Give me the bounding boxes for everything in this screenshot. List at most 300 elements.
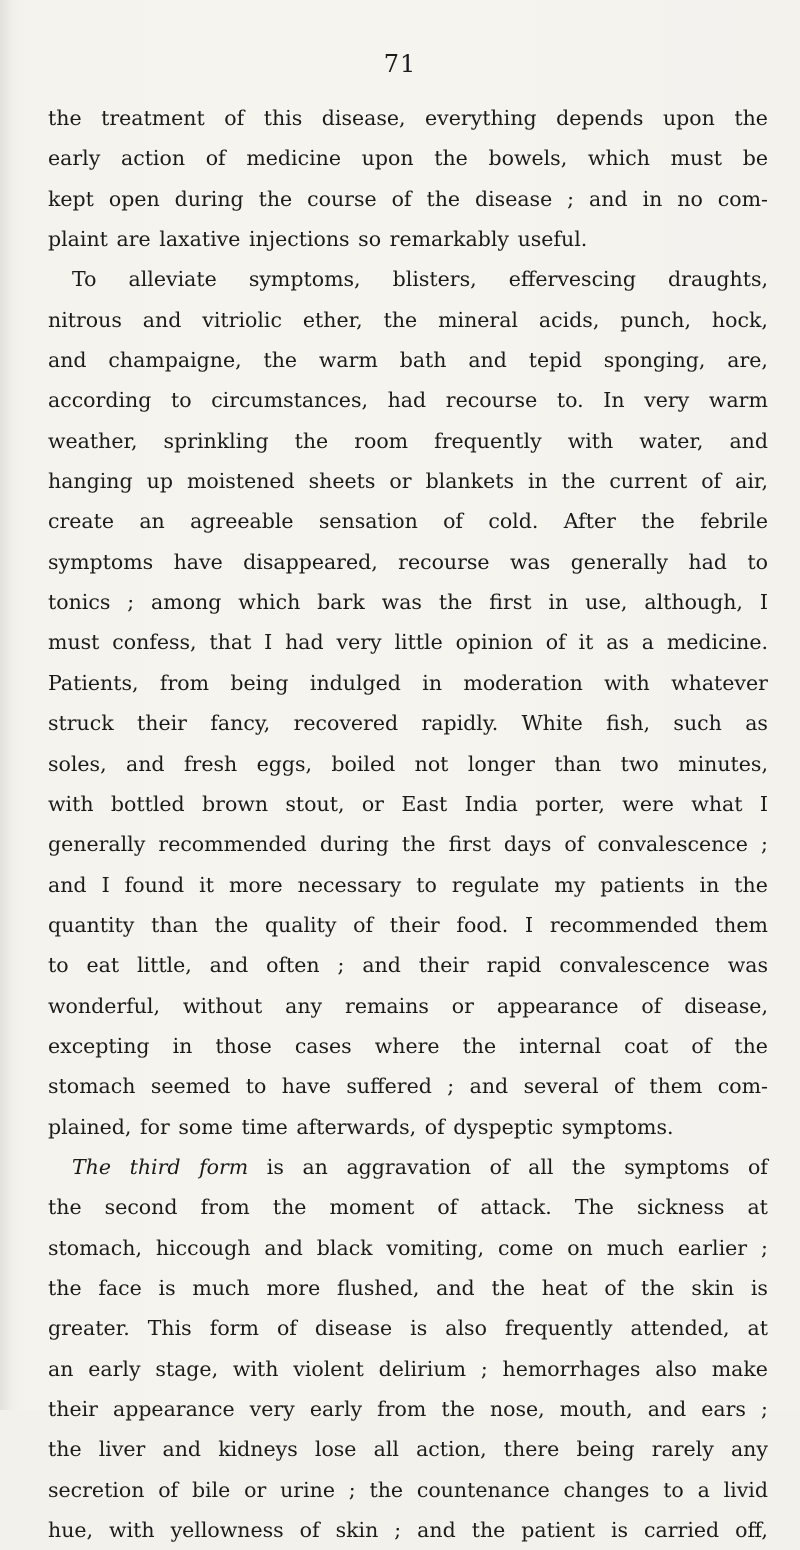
word: of (443, 509, 464, 534)
word: air, (735, 469, 768, 494)
word: rapidly. (421, 711, 499, 736)
text-line (48, 138, 768, 178)
word: to (416, 872, 437, 897)
word: several (523, 1074, 599, 1099)
word: of (604, 1275, 625, 1300)
text-line (48, 905, 768, 945)
word: and (647, 1397, 687, 1421)
word: of (158, 1477, 179, 1502)
word: After (563, 509, 616, 534)
word: so (358, 227, 382, 252)
word: kidneys (218, 1437, 298, 1462)
word: disease (314, 1316, 393, 1341)
word: is (410, 1316, 428, 1341)
word: ; (480, 1356, 488, 1381)
word: the (561, 469, 596, 494)
word: ; (127, 590, 135, 615)
word: appearance (112, 1397, 235, 1421)
word: generally (48, 832, 146, 857)
word: of (691, 1033, 712, 1058)
word: medicine. (666, 630, 768, 655)
word: with (232, 1356, 279, 1381)
word: bath (399, 348, 447, 373)
word: patients (600, 872, 685, 897)
text-line (48, 98, 768, 138)
word: carried (644, 1518, 720, 1543)
word: of (641, 993, 662, 1018)
word: fish, (606, 711, 651, 736)
word: or (389, 469, 412, 494)
word: room (354, 428, 409, 453)
word: the (641, 509, 675, 534)
word: bile (191, 1477, 231, 1502)
word: the (491, 1275, 526, 1300)
word: face (98, 1275, 142, 1300)
word: tonics (48, 590, 111, 615)
word: internal (519, 1033, 602, 1058)
word: what (691, 791, 743, 816)
word: aggravation (346, 1154, 472, 1179)
text-line (48, 542, 768, 582)
word: a (697, 1477, 710, 1502)
word: ; (567, 186, 575, 211)
word: and (362, 953, 401, 978)
word: my (554, 872, 586, 897)
word: had (387, 388, 427, 413)
word: porter, (535, 791, 605, 816)
word: the (734, 872, 768, 897)
word: ; (761, 1235, 768, 1260)
word: warm (318, 348, 378, 373)
word: indulged (309, 670, 401, 695)
word: remains (345, 993, 429, 1018)
word: from (377, 1397, 427, 1421)
word: was (509, 549, 551, 574)
word: punch, (620, 307, 691, 332)
word: or (244, 1477, 267, 1502)
word: the (369, 1477, 404, 1502)
word: in (548, 590, 569, 615)
word: with (48, 791, 94, 816)
word: from (159, 670, 210, 695)
text-line (48, 663, 768, 703)
word: brown (202, 791, 269, 816)
binding-gutter-shadow (0, 0, 14, 1410)
word: recommended (549, 912, 699, 937)
word: is (750, 1275, 768, 1300)
word: no (677, 186, 703, 211)
word: little, (136, 953, 192, 978)
word: were (622, 791, 674, 816)
word: is (158, 1275, 176, 1300)
word: had (285, 630, 324, 655)
word: treatment (101, 106, 205, 130)
word: the (272, 1195, 307, 1220)
word: was (381, 590, 422, 615)
word: quantity (48, 912, 135, 937)
word: with (567, 428, 614, 453)
word: Patients, (48, 670, 139, 695)
word: delirium (378, 1356, 467, 1381)
word: as (745, 711, 768, 736)
word: their (48, 1397, 98, 1421)
word: eggs, (256, 751, 312, 776)
word: India (464, 791, 518, 816)
word: on (567, 1235, 593, 1260)
word: longer (467, 751, 535, 776)
word: depends (556, 106, 644, 130)
text-line (48, 461, 768, 501)
word: form (209, 1316, 259, 1341)
word: early (88, 1356, 141, 1381)
word: moderation (463, 670, 583, 695)
word: struck (48, 711, 114, 736)
word: which (587, 146, 650, 171)
word: agreeable (190, 509, 294, 534)
word: moistened (186, 469, 295, 494)
word: coat (624, 1033, 669, 1058)
word: plaint (48, 227, 108, 252)
word: ether, (302, 307, 363, 332)
word: I (264, 630, 273, 655)
word: acids, (538, 307, 600, 332)
word: to (663, 1477, 684, 1502)
word: the (734, 1033, 768, 1058)
word: patient (521, 1518, 595, 1543)
text-line (48, 421, 768, 461)
word: symptoms (48, 549, 154, 574)
word: earlier (677, 1235, 748, 1260)
word: where (374, 1033, 440, 1058)
word: skin (691, 1275, 735, 1300)
word: ; (337, 953, 345, 978)
text-line (48, 501, 768, 541)
word: use, (585, 590, 628, 615)
word: bark (317, 590, 365, 615)
word: to (747, 549, 768, 574)
word: often (266, 953, 320, 978)
word: such (673, 711, 722, 736)
word: their (137, 711, 187, 736)
word: to (48, 953, 69, 978)
text-line (48, 1066, 768, 1106)
word: livid (723, 1477, 768, 1502)
word: them (714, 912, 768, 937)
word: com- (717, 186, 768, 211)
word: off, (735, 1518, 768, 1543)
word: with (109, 1518, 155, 1543)
word: not (414, 751, 449, 776)
word: laxative (159, 227, 241, 252)
word: convalescence (559, 953, 710, 978)
word: moment (329, 1195, 415, 1220)
text-line (48, 986, 768, 1026)
word: of (276, 1316, 297, 1341)
word: as (606, 630, 629, 655)
word: an (48, 1356, 74, 1381)
word: all (528, 1154, 554, 1179)
word: first (448, 832, 491, 857)
word: flushed, (336, 1275, 420, 1300)
word: early (48, 146, 101, 171)
text-line (48, 622, 768, 662)
word: The (574, 1195, 614, 1220)
word: which (238, 590, 301, 615)
word: at (747, 1316, 768, 1341)
word: disease, (321, 106, 406, 130)
word: the (48, 106, 82, 130)
word: are, (727, 348, 768, 373)
text-line (48, 582, 768, 622)
word: and (469, 1074, 509, 1099)
word: open (108, 186, 160, 211)
word: must (670, 146, 723, 171)
word: the (294, 428, 329, 453)
word: the (426, 186, 461, 211)
word: ; (447, 1074, 455, 1099)
word: recourse (445, 388, 538, 413)
word: was (727, 953, 768, 978)
word: their (389, 912, 440, 937)
word: disease, (684, 993, 768, 1018)
word: in (527, 469, 548, 494)
word: I (759, 791, 768, 816)
word: without (182, 993, 263, 1018)
word: boiled (331, 751, 396, 776)
word: everything (425, 106, 537, 130)
word: skin (335, 1518, 379, 1543)
word: nitrous (48, 307, 122, 332)
word: champaigne, (108, 348, 242, 373)
word: mouth, (559, 1397, 633, 1421)
word: hiccough (155, 1235, 251, 1260)
word: urine (280, 1477, 335, 1502)
text-line (48, 219, 768, 259)
word: and (417, 1518, 456, 1543)
word: vomiting, (386, 1235, 485, 1260)
word: the (641, 1275, 675, 1300)
word: disease (475, 186, 553, 211)
word: of (224, 106, 245, 130)
word: to (170, 388, 192, 413)
word: the (471, 1518, 506, 1543)
word: have (281, 1074, 331, 1099)
word: found (124, 872, 185, 897)
word: whatever (671, 670, 768, 695)
text-line (48, 179, 768, 219)
word: stomach, (48, 1235, 142, 1260)
word: is (610, 1518, 629, 1543)
word: the (734, 106, 768, 130)
word: greater. (48, 1316, 130, 1341)
text-line (48, 1026, 768, 1066)
word: in (642, 186, 663, 211)
word: very (249, 1397, 295, 1421)
word: recommended (158, 832, 307, 857)
word: and (264, 1235, 303, 1260)
word: fancy, (210, 711, 271, 736)
word: at (747, 1195, 768, 1220)
word: ; (761, 1397, 768, 1421)
word: second (104, 1195, 178, 1220)
word: convalescence (597, 832, 748, 857)
word: those (215, 1033, 272, 1058)
text-line (48, 703, 768, 743)
word: of (545, 630, 566, 655)
word: of (489, 1154, 510, 1179)
word: draughts, (668, 267, 768, 292)
word: also (655, 1356, 697, 1381)
word: being (576, 1437, 635, 1462)
word: and (436, 1275, 475, 1300)
word: attack. (480, 1195, 552, 1220)
word: sponging, (603, 348, 706, 373)
word: sprinkling (163, 428, 269, 453)
text-line (48, 1349, 768, 1389)
word: circumstances, (211, 388, 368, 413)
word: upon (662, 106, 715, 130)
word: effervescing (508, 267, 636, 292)
word: useful. (517, 227, 588, 252)
word: is (266, 1154, 284, 1179)
word: stomach (48, 1074, 136, 1099)
word: rarely (651, 1437, 714, 1462)
word: In (603, 388, 625, 413)
word: in (172, 1033, 193, 1058)
word: any (285, 993, 323, 1018)
body-text (48, 98, 768, 1550)
word: mineral (438, 307, 518, 332)
word: The (72, 1154, 112, 1179)
word: first (489, 590, 532, 615)
word: have (173, 549, 223, 574)
word: the (48, 1437, 82, 1462)
word: the (258, 186, 293, 211)
word: generally (570, 549, 668, 574)
word: afterwards, (296, 1114, 417, 1139)
word: liver (98, 1437, 146, 1462)
word: heat (541, 1275, 588, 1300)
word: and (48, 872, 87, 897)
word: days (503, 832, 552, 857)
word: be (742, 146, 768, 171)
word: I (525, 912, 534, 937)
word: time (241, 1114, 288, 1139)
word: of (299, 1518, 320, 1543)
word: fresh (183, 751, 238, 776)
word: of (205, 146, 226, 171)
word: very (644, 388, 690, 413)
word: ; (760, 832, 768, 857)
word: violent (293, 1356, 364, 1381)
word: minutes, (678, 751, 768, 776)
word: all (373, 1437, 399, 1462)
word: cold. (488, 509, 539, 534)
word: symptoms. (561, 1114, 674, 1139)
word: during (319, 832, 389, 857)
word: of (437, 1195, 458, 1220)
word: bottled (110, 791, 185, 816)
word: early (309, 1397, 363, 1421)
text-line (48, 1429, 768, 1469)
word: East (401, 791, 448, 816)
word: than (151, 912, 198, 937)
word: although, (644, 590, 743, 615)
word: action, (416, 1437, 487, 1462)
word: symptoms (624, 1154, 730, 1179)
word: confess, (112, 630, 197, 655)
word: of (353, 912, 374, 937)
text-line (48, 1107, 768, 1147)
word: and (589, 186, 628, 211)
word: lose (314, 1437, 357, 1462)
word: hue, (48, 1518, 94, 1543)
word: opinion (455, 630, 533, 655)
text-line (48, 1389, 768, 1429)
word: come (497, 1235, 554, 1260)
word: rapid (486, 953, 542, 978)
word: them (649, 1074, 703, 1099)
word: recovered (293, 711, 399, 736)
word: the (263, 348, 298, 373)
word: course (307, 186, 377, 211)
word: must (48, 630, 100, 655)
word: stage, (155, 1356, 219, 1381)
word: the (438, 590, 473, 615)
word: changes (563, 1477, 650, 1502)
word: I (101, 872, 110, 897)
text-line (48, 744, 768, 784)
word: water, (639, 428, 704, 453)
text-line (48, 1510, 768, 1550)
word: I (759, 590, 768, 615)
word: of (391, 186, 412, 211)
word: action (120, 146, 186, 171)
word: To (72, 267, 97, 292)
word: of (613, 1074, 634, 1099)
text-line (48, 784, 768, 824)
word: frequently (504, 1316, 613, 1341)
word: stout, (285, 791, 345, 816)
word: of (701, 469, 722, 494)
word: and (209, 953, 249, 978)
word: during (174, 186, 244, 211)
word: tepid (528, 348, 582, 373)
word: cases (294, 1033, 352, 1058)
word: yellowness (170, 1518, 284, 1543)
word: upon (361, 146, 414, 171)
text-line (48, 259, 768, 299)
word: hemorrhages (502, 1356, 641, 1381)
word: more (228, 872, 283, 897)
word: current (609, 469, 688, 494)
word: of (424, 1114, 445, 1139)
word: form (199, 1154, 249, 1179)
word: bowels, (488, 146, 568, 171)
word: than (554, 751, 602, 776)
word: ; (394, 1518, 402, 1543)
word: and (48, 348, 87, 373)
word: alleviate (128, 267, 217, 292)
page-number: 71 (383, 50, 417, 78)
word: more (266, 1275, 321, 1300)
word: very (336, 630, 382, 655)
word: two (620, 751, 659, 776)
word: This (147, 1316, 192, 1341)
word: according (48, 388, 152, 413)
word: disappeared, (243, 549, 378, 574)
text-line (48, 380, 768, 420)
